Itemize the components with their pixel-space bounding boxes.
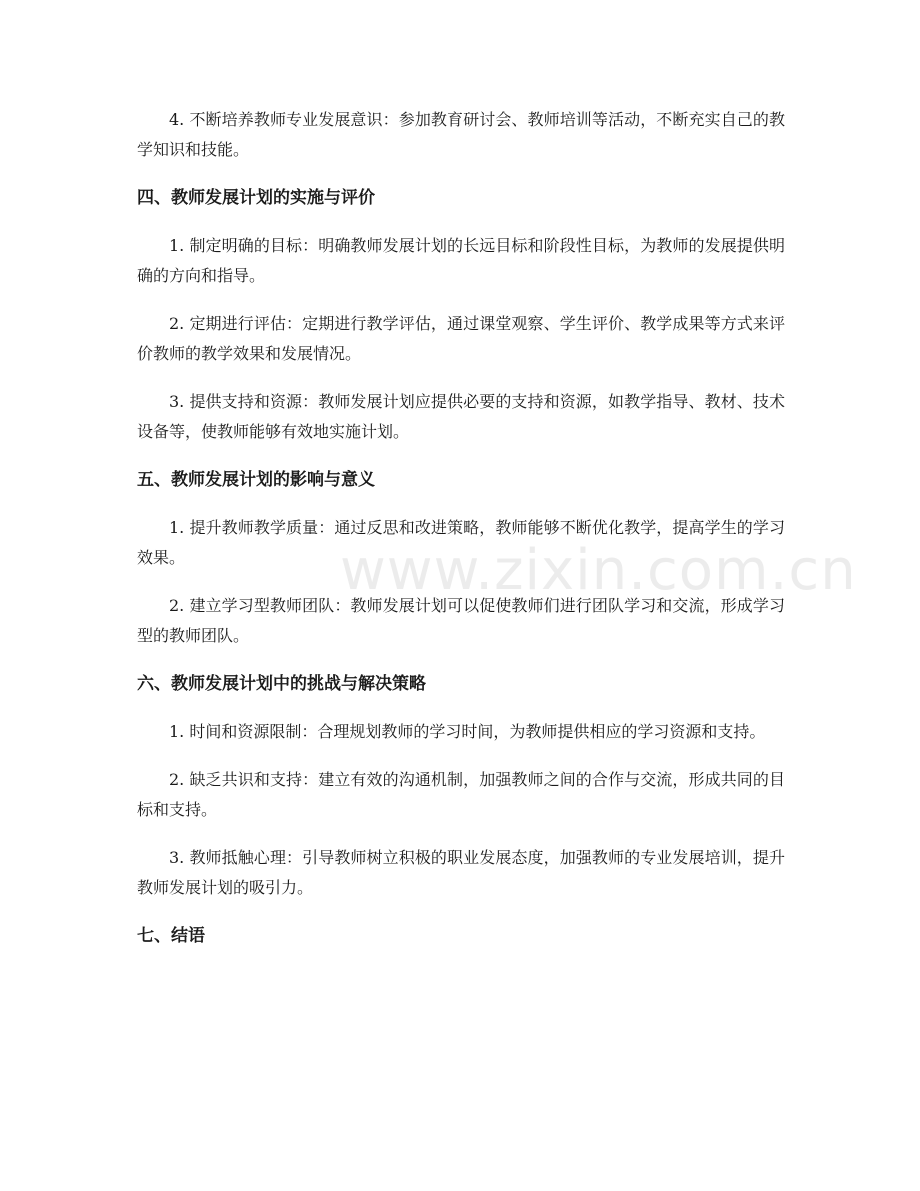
section-heading-implementation: 四、教师发展计划的实施与评价 [137,188,375,208]
paragraph-support-resources: 3. 提供支持和资源：教师发展计划应提供必要的支持和资源，如教学指导、教材、技术设备等，使教师能够有效地实施计划。 [137,392,785,441]
document-body [137,105,785,969]
paragraph-consensus-support: 2. 缺乏共识和支持：建立有效的沟通机制，加强教师之间的合作与交流，形成共同的目标和支持。 [137,770,785,819]
paragraph-4-professional-awareness: 4. 不断培养教师专业发展意识：参加教育研讨会、教师培训等活动，不断充实自己的教学知识和技能。 [137,110,785,159]
section-heading-impact: 五、教师发展计划的影响与意义 [137,470,375,490]
section-heading-challenges: 六、教师发展计划中的挑战与解决策略 [137,674,426,694]
paragraph-regular-evaluation: 2. 定期进行评估：定期进行教学评估，通过课堂观察、学生评价、教学成果等方式来评价教师的教学效果和发展情况。 [137,314,785,363]
paragraph-teaching-quality: 1. 提升教师教学质量：通过反思和改进策略，教师能够不断优化教学，提高学生的学习效果。 [137,518,785,567]
watermark: www.zixin.com.cn [340,538,857,603]
paragraph-resistance: 3. 教师抵触心理：引导教师树立积极的职业发展态度，加强教师的专业发展培训，提升教师发展计划的吸引力。 [137,848,785,897]
paragraph-clear-goals: 1. 制定明确的目标：明确教师发展计划的长远目标和阶段性目标，为教师的发展提供明确的方向和指导。 [137,236,785,285]
paragraph-time-resources: 1. 时间和资源限制：合理规划教师的学习时间，为教师提供相应的学习资源和支持。 [169,722,766,741]
section-heading-conclusion: 七、结语 [137,926,205,946]
paragraph-learning-team: 2. 建立学习型教师团队：教师发展计划可以促使教师们进行团队学习和交流，形成学习型的教师团队。 [137,596,785,645]
